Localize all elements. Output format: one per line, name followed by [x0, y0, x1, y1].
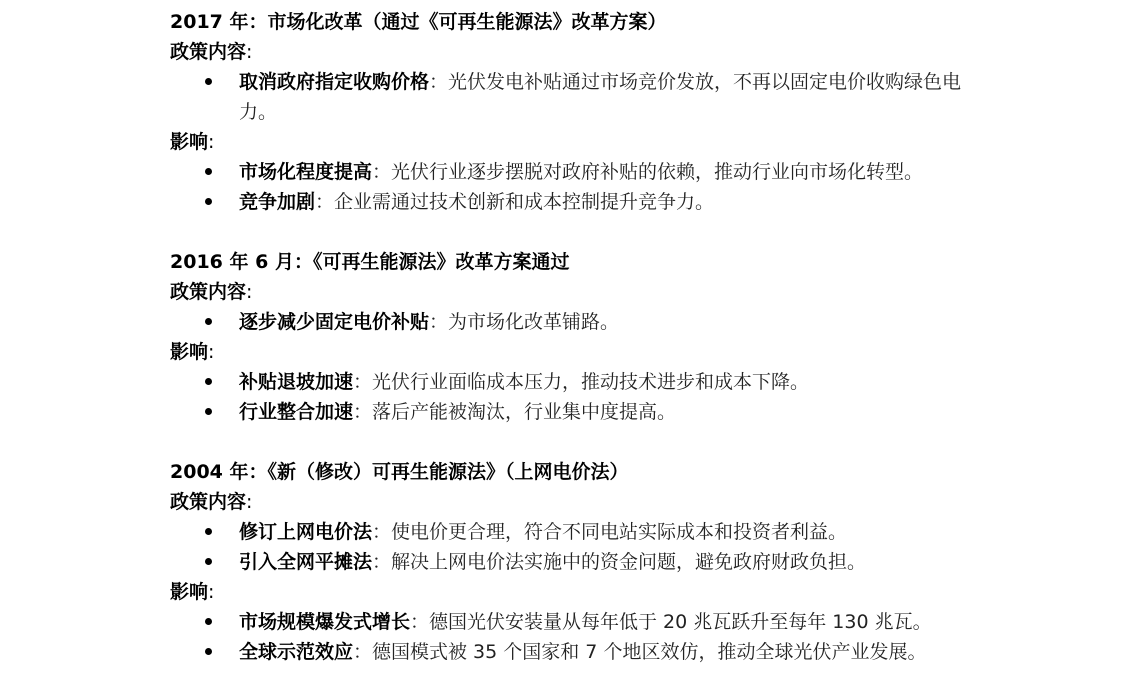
impact-list: [170, 157, 990, 217]
list-item: [170, 307, 979, 337]
bullet-icon: [205, 378, 212, 385]
bullet-icon: [205, 168, 212, 175]
section-spacer: [170, 217, 990, 247]
item-term: 全球示范效应: [239, 641, 354, 663]
item-term: 修订上网电价法: [239, 521, 373, 543]
document-body: [170, 7, 990, 667]
policy-content-list: [170, 307, 990, 337]
policy-section-2017: [170, 7, 990, 217]
list-item: [170, 187, 979, 217]
list-item: [170, 637, 979, 667]
list-item: [170, 547, 979, 577]
item-description: ：解决上网电价法实施中的资金问题，避免政府财政负担。: [372, 551, 867, 573]
list-item: [170, 607, 979, 637]
item-term: 市场化程度提高: [239, 161, 373, 183]
bullet-icon: [205, 648, 212, 655]
section-heading: 2017 年：市场化改革（通过《可再生能源法》改革方案）: [170, 11, 667, 33]
label-text: 影响: [170, 341, 209, 363]
label-text: 影响: [170, 131, 209, 153]
item-description: ：落后产能被淘汰，行业集中度提高。: [353, 401, 677, 423]
impact-label: [170, 577, 990, 607]
item-term: 补贴退坡加速: [239, 371, 354, 393]
label-text: 政策内容: [170, 41, 247, 63]
policy-section-2016: [170, 247, 990, 427]
bullet-icon: [205, 408, 212, 415]
policy-content-label: [170, 277, 990, 307]
bullet-icon: [205, 618, 212, 625]
bullet-icon: [205, 528, 212, 535]
impact-label: [170, 337, 990, 367]
item-term: 取消政府指定收购价格: [239, 71, 430, 93]
label-colon: :: [208, 341, 215, 363]
policy-content-list: [170, 67, 990, 127]
label-colon: :: [246, 491, 253, 513]
policy-content-label: [170, 37, 990, 67]
item-term: 逐步减少固定电价补贴: [239, 311, 430, 333]
impact-list: [170, 367, 990, 427]
label-colon: :: [208, 581, 215, 603]
label-text: 政策内容: [170, 281, 247, 303]
item-term: 引入全网平摊法: [239, 551, 373, 573]
policy-section-2004: [170, 457, 990, 667]
list-item: [170, 397, 979, 427]
bullet-icon: [205, 318, 212, 325]
item-term: 市场规模爆发式增长: [239, 611, 411, 633]
label-colon: :: [246, 41, 253, 63]
label-colon: :: [208, 131, 215, 153]
item-description: ：企业需通过技术创新和成本控制提升竞争力。: [315, 191, 715, 213]
list-item: [170, 157, 979, 187]
policy-content-label: [170, 487, 990, 517]
item-description: ：为市场化改革铺路。: [429, 311, 620, 333]
section-heading: 2004 年：《新（修改）可再生能源法》（上网电价法）: [170, 461, 629, 483]
bullet-icon: [205, 78, 212, 85]
section-spacer: [170, 427, 990, 457]
item-description: ：德国光伏安装量从每年低于 20 兆瓦跃升至每年 130 兆瓦。: [410, 611, 932, 633]
policy-content-list: [170, 517, 990, 577]
list-item: [170, 517, 979, 547]
impact-label: [170, 127, 990, 157]
list-item: [170, 67, 979, 127]
item-term: 行业整合加速: [239, 401, 354, 423]
label-text: 影响: [170, 581, 209, 603]
item-description: ：光伏发电补贴通过市场竞价发放，不再以固定电价收购绿色电力。: [239, 71, 962, 123]
label-colon: :: [246, 281, 253, 303]
list-item: [170, 367, 979, 397]
item-description: ：光伏行业面临成本压力，推动技术进步和成本下降。: [353, 371, 810, 393]
impact-list: [170, 607, 990, 667]
label-text: 政策内容: [170, 491, 247, 513]
section-heading: 2016 年 6 月：《可再生能源法》改革方案通过: [170, 251, 570, 273]
item-description: ：使电价更合理，符合不同电站实际成本和投资者利益。: [372, 521, 848, 543]
bullet-icon: [205, 558, 212, 565]
item-term: 竞争加剧: [239, 191, 316, 213]
bullet-icon: [205, 198, 212, 205]
item-description: ：光伏行业逐步摆脱对政府补贴的依赖，推动行业向市场化转型。: [372, 161, 924, 183]
item-description: ：德国模式被 35 个国家和 7 个地区效仿，推动全球光伏产业发展。: [353, 641, 927, 663]
